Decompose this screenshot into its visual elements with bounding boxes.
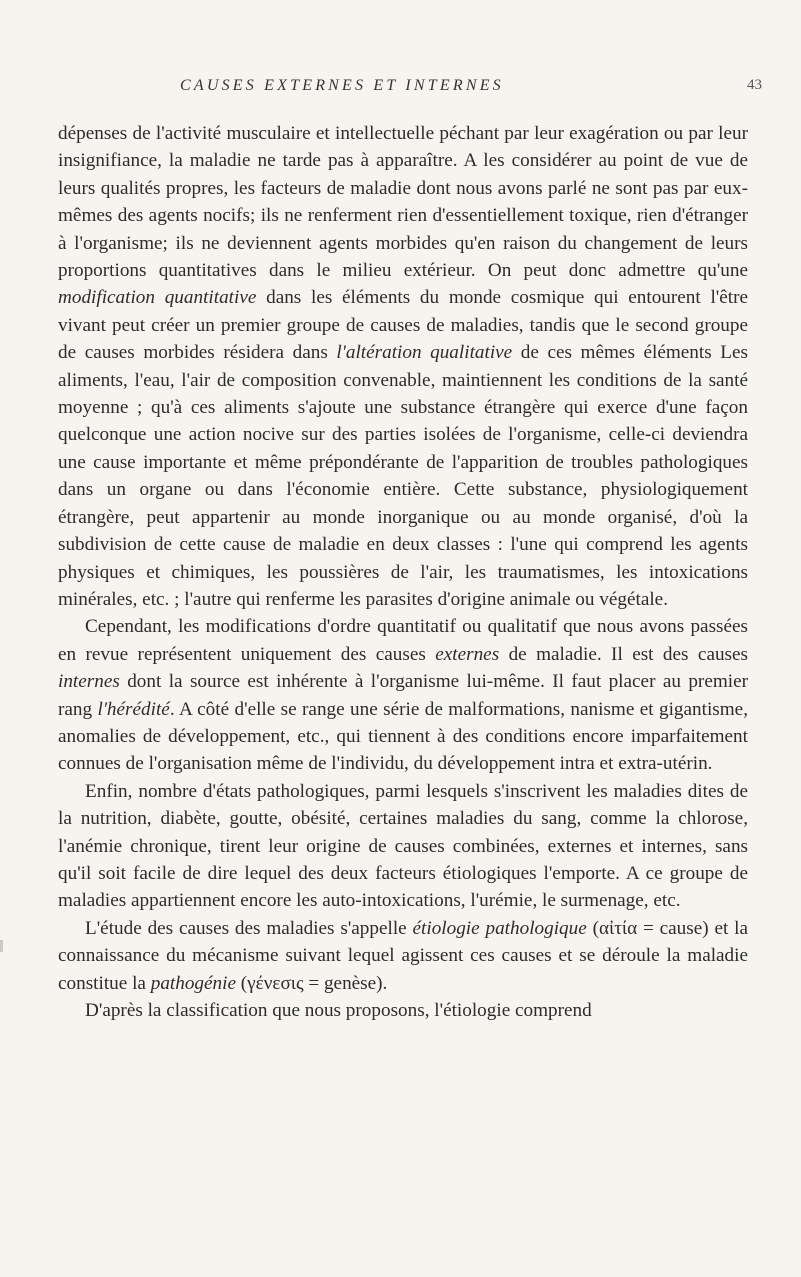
text-run: (αἰτία = cause) et la connaissance du mécanisme suivant lequel agissent ces causes et se déroule la maladie constitue la <box>58 917 749 994</box>
text-run: de ces mêmes éléments Les aliments, l'eau, l'air de composition convenable, maintiennent les conditions de la santé moyenne ; qu'à ces aliments s'ajoute une substance étrangère qui exerce d'une façon quelconque une action nocive sur des parties isolées de l'organisme, celle-ci deviendra une cause importante et même prépondérante de l'apparition de troubles pathologiques dans un organe ou dans l'économie entière. Cette substance, physiologiquement étrangère, peut appartenir au monde inorganique ou au monde organisé, d'où la subdivision de cette cause de maladie en deux classes : l'une qui comprend les agents physiques et chimiques, les poussières de l'air, les traumatismes, les intoxications minérales, etc. ; l'autre qui renferme les parasites d'origine animale ou végétale. <box>58 342 748 610</box>
text-run: (γένεσις = genèse). <box>235 972 388 994</box>
body-text <box>58 120 748 1024</box>
text-run: Cependant, les modifications d'ordre quantitatif ou qualitatif que nous avons passées en revue représentent uniquement des causes <box>58 616 748 665</box>
paragraph <box>58 915 748 997</box>
running-head <box>140 77 790 101</box>
paragraph <box>58 120 748 613</box>
italic-term: externes <box>435 643 500 665</box>
paragraph <box>58 997 748 1024</box>
page-edge-mark <box>0 940 3 952</box>
italic-term: l'altération qualitative <box>336 342 513 364</box>
paragraph <box>58 778 748 915</box>
text-run: dont la source est inhérente à l'organisme lui-même. Il faut placer au premier rang <box>58 671 748 720</box>
text-run: D'après la classification que nous proposons, l'étiologie comprend <box>85 1000 592 1021</box>
text-run: Enfin, nombre d'états pathologiques, parmi lesquels s'inscrivent les maladies dites de la nutrition, diabète, goutte, obésité, certaines maladies du sang, comme la chlorose, l'anémie chronique, tirent leur origine de causes combinées, externes et internes, sans qu'il soit facile de dire lequel des deux facteurs étiologiques l'emporte. A ce groupe de maladies appartiennent encore les auto-intoxications, l'urémie, le surmenage, etc. <box>58 780 748 912</box>
running-title: CAUSES EXTERNES ET INTERNES <box>180 77 504 94</box>
italic-term: l'hérédité <box>97 698 170 720</box>
text-run: de maladie. Il est des causes <box>499 643 749 665</box>
text-run: . A côté d'elle se range une série de malformations, nanisme et gigantisme, anomalies de développement, etc., qui tiennent à des conditions encore imparfaitement connues de l'organisation même de l'individu, du développement intra et extra-utérin. <box>58 698 748 775</box>
text-run: dans les éléments du monde cosmique qui entourent l'être vivant peut créer un premier groupe de causes de maladies, tandis que le second groupe de causes morbides résidera dans <box>58 287 748 364</box>
text-run: dépenses de l'activité musculaire et intellectuelle péchant par leur exagération ou par leur insignifiance, la maladie ne tarde pas à apparaître. A les considérer au point de vue de leurs qualités propres, les facteurs de maladie dont nous avons parlé ne sont pas par eux-mêmes des agents nocifs; ils ne renferment rien d'essentiellement toxique, rien d'étranger à l'organisme; ils ne deviennent agents morbides qu'en raison du changement de leurs proportions quantitatives dans le milieu extérieur. On peut donc admettre qu'une <box>58 123 748 282</box>
italic-term: modification quantitative <box>58 287 257 309</box>
italic-term: pathogénie <box>150 972 236 994</box>
paragraph <box>58 613 748 777</box>
page-number: 43 <box>747 77 762 93</box>
italic-term: internes <box>58 671 120 693</box>
italic-term: étiologie pathologique <box>412 917 587 939</box>
text-run: L'étude des causes des maladies s'appelle <box>85 917 413 939</box>
